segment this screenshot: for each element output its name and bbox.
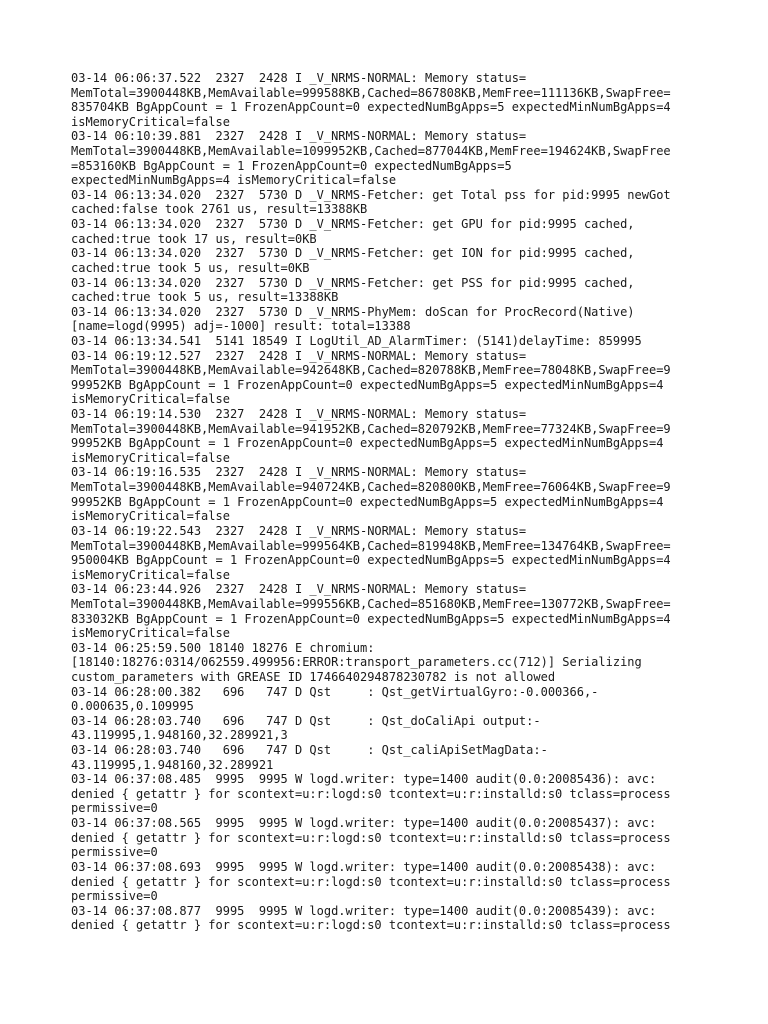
log-line: MemTotal=3900448KB,MemAvailable=940724KB,Cached=820800KB,MemFree=76064KB,SwapFree=9 bbox=[71, 480, 671, 495]
log-line: 03-14 06:28:00.382 696 747 D Qst : Qst_getVirtualGyro:-0.000366,- bbox=[71, 684, 599, 699]
log-line: MemTotal=3900448KB,MemAvailable=942648KB,Cached=820788KB,MemFree=78048KB,SwapFree=9 bbox=[71, 363, 671, 378]
log-line: 03-14 06:10:39.881 2327 2428 I _V_NRMS-NORMAL: Memory status= bbox=[71, 129, 527, 144]
log-line: 03-14 06:13:34.020 2327 5730 D _V_NRMS-Fetcher: get PSS for pid:9995 cached, bbox=[71, 275, 635, 290]
log-line: isMemoryCritical=false bbox=[71, 392, 230, 407]
log-line: [name=logd(9995) adj=-1000] result: total=13388 bbox=[71, 319, 411, 334]
log-line: cached:true took 17 us, result=0KB bbox=[71, 231, 317, 246]
log-line: MemTotal=3900448KB,MemAvailable=1099952KB,Cached=877044KB,MemFree=194624KB,SwapFree bbox=[71, 144, 671, 159]
log-line: =853160KB BgAppCount = 1 FrozenAppCount=0 expectedNumBgApps=5 bbox=[71, 158, 512, 173]
log-line: 43.119995,1.948160,32.289921,3 bbox=[71, 728, 288, 743]
log-line: MemTotal=3900448KB,MemAvailable=999556KB,Cached=851680KB,MemFree=130772KB,SwapFree= bbox=[71, 596, 671, 611]
log-line: 03-14 06:37:08.877 9995 9995 W logd.writer: type=1400 audit(0.0:20085439): avc: bbox=[71, 903, 657, 918]
log-line: 0.000635,0.109995 bbox=[71, 699, 194, 714]
log-line: 03-14 06:06:37.522 2327 2428 I _V_NRMS-NORMAL: Memory status= bbox=[71, 71, 527, 85]
log-line: denied { getattr } for scontext=u:r:logd:s0 tcontext=u:r:installd:s0 tclass=process bbox=[71, 918, 671, 933]
log-line: 03-14 06:19:14.530 2327 2428 I _V_NRMS-NORMAL: Memory status= bbox=[71, 407, 527, 422]
log-line: 833032KB BgAppCount = 1 FrozenAppCount=0 expectedNumBgApps=5 expectedMinNumBgApps=4 bbox=[71, 611, 671, 626]
log-text-block bbox=[71, 71, 711, 933]
log-line: 43.119995,1.948160,32.289921 bbox=[71, 757, 274, 772]
log-line: [18140:18276:0314/062559.499956:ERROR:transport_parameters.cc(712)] Serializing bbox=[71, 655, 642, 670]
log-line: 99952KB BgAppCount = 1 FrozenAppCount=0 expectedNumBgApps=5 expectedMinNumBgApps=4 bbox=[71, 436, 664, 451]
log-line: cached:true took 5 us, result=13388KB bbox=[71, 290, 339, 305]
log-line: denied { getattr } for scontext=u:r:logd:s0 tcontext=u:r:installd:s0 tclass=process bbox=[71, 786, 671, 801]
log-line: permissive=0 bbox=[71, 801, 158, 816]
log-line: 03-14 06:19:12.527 2327 2428 I _V_NRMS-NORMAL: Memory status= bbox=[71, 348, 527, 363]
log-line: 03-14 06:28:03.740 696 747 D Qst : Qst_doCaliApi output:- bbox=[71, 713, 541, 728]
log-line: cached:true took 5 us, result=0KB bbox=[71, 260, 310, 275]
log-line: 950004KB BgAppCount = 1 FrozenAppCount=0 expectedNumBgApps=5 expectedMinNumBgApps=4 bbox=[71, 553, 671, 568]
log-line: custom_parameters with GREASE ID 1746640294878230782 is not allowed bbox=[71, 669, 556, 684]
log-line: MemTotal=3900448KB,MemAvailable=999588KB,Cached=867808KB,MemFree=111136KB,SwapFree= bbox=[71, 85, 671, 100]
log-line: 03-14 06:25:59.500 18140 18276 E chromium: bbox=[71, 640, 375, 655]
log-line: 03-14 06:19:16.535 2327 2428 I _V_NRMS-NORMAL: Memory status= bbox=[71, 465, 527, 480]
log-line: isMemoryCritical=false bbox=[71, 450, 230, 465]
log-line: isMemoryCritical=false bbox=[71, 114, 230, 129]
log-line: 03-14 06:28:03.740 696 747 D Qst : Qst_caliApiSetMagData:- bbox=[71, 743, 548, 758]
log-line: 03-14 06:19:22.543 2327 2428 I _V_NRMS-NORMAL: Memory status= bbox=[71, 523, 527, 538]
log-line: 03-14 06:13:34.020 2327 5730 D _V_NRMS-PhyMem: doScan for ProcRecord(Native) bbox=[71, 304, 635, 319]
log-line: isMemoryCritical=false bbox=[71, 626, 230, 641]
log-line: expectedMinNumBgApps=4 isMemoryCritical=false bbox=[71, 173, 397, 188]
log-line: permissive=0 bbox=[71, 845, 158, 860]
log-line: MemTotal=3900448KB,MemAvailable=999564KB,Cached=819948KB,MemFree=134764KB,SwapFree= bbox=[71, 538, 671, 553]
log-line: cached:false took 2761 us, result=13388KB bbox=[71, 202, 368, 217]
log-line: MemTotal=3900448KB,MemAvailable=941952KB,Cached=820792KB,MemFree=77324KB,SwapFree=9 bbox=[71, 421, 671, 436]
log-line: denied { getattr } for scontext=u:r:logd:s0 tcontext=u:r:installd:s0 tclass=process bbox=[71, 830, 671, 845]
log-line: 03-14 06:23:44.926 2327 2428 I _V_NRMS-NORMAL: Memory status= bbox=[71, 582, 527, 597]
log-line: 03-14 06:37:08.565 9995 9995 W logd.writer: type=1400 audit(0.0:20085437): avc: bbox=[71, 816, 657, 831]
log-line: isMemoryCritical=false bbox=[71, 509, 230, 524]
log-line: 835704KB BgAppCount = 1 FrozenAppCount=0 expectedNumBgApps=5 expectedMinNumBgApps=4 bbox=[71, 100, 671, 115]
log-line: 03-14 06:13:34.020 2327 5730 D _V_NRMS-Fetcher: get GPU for pid:9995 cached, bbox=[71, 217, 635, 232]
log-line: 03-14 06:13:34.020 2327 5730 D _V_NRMS-Fetcher: get Total pss for pid:9995 newGot bbox=[71, 187, 671, 202]
log-line: 03-14 06:13:34.541 5141 18549 I LogUtil_AD_AlarmTimer: (5141)delayTime: 859995 bbox=[71, 333, 642, 348]
log-line: 03-14 06:37:08.693 9995 9995 W logd.writer: type=1400 audit(0.0:20085438): avc: bbox=[71, 859, 657, 874]
log-line: 03-14 06:13:34.020 2327 5730 D _V_NRMS-Fetcher: get ION for pid:9995 cached, bbox=[71, 246, 635, 261]
log-line: isMemoryCritical=false bbox=[71, 567, 230, 582]
log-line: 03-14 06:37:08.485 9995 9995 W logd.writer: type=1400 audit(0.0:20085436): avc: bbox=[71, 772, 657, 787]
log-line: 99952KB BgAppCount = 1 FrozenAppCount=0 expectedNumBgApps=5 expectedMinNumBgApps=4 bbox=[71, 377, 664, 392]
log-line: 99952KB BgAppCount = 1 FrozenAppCount=0 expectedNumBgApps=5 expectedMinNumBgApps=4 bbox=[71, 494, 664, 509]
log-line: denied { getattr } for scontext=u:r:logd:s0 tcontext=u:r:installd:s0 tclass=process bbox=[71, 874, 671, 889]
log-line: permissive=0 bbox=[71, 889, 158, 904]
